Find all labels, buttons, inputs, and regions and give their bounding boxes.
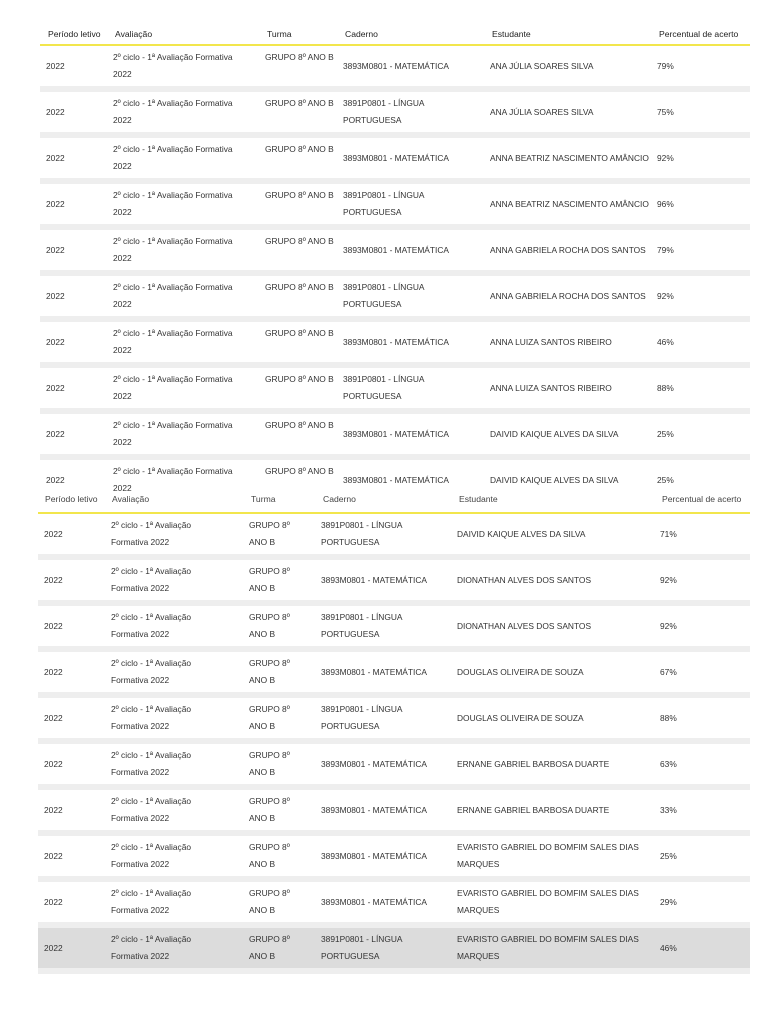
header-periodo[interactable]: Período letivo — [45, 494, 98, 504]
cell-avaliacao: 2º ciclo - 1ª Avaliação Formativa 2022 — [113, 98, 233, 125]
cell-periodo: 2022 — [46, 152, 65, 163]
cell-periodo: 2022 — [46, 382, 65, 393]
table-row[interactable] — [40, 46, 750, 92]
cell-turma: GRUPO 8º ANO B — [249, 658, 290, 685]
cell-estudante: ERNANE GABRIEL BARBOSA DUARTE — [457, 804, 610, 815]
cell-periodo: 2022 — [44, 896, 63, 907]
cell-periodo: 2022 — [44, 620, 63, 631]
cell-periodo: 2022 — [46, 474, 65, 485]
cell-periodo: 2022 — [44, 574, 63, 585]
cell-caderno: 3893M0801 - MATEMÁTICA — [321, 666, 427, 677]
cell-avaliacao: 2º ciclo - 1ª Avaliação Formativa 2022 — [111, 842, 192, 869]
cell-turma: GRUPO 8º ANO B — [265, 282, 334, 292]
cell-turma: GRUPO 8º ANO B — [249, 934, 290, 961]
cell-percentual: 46% — [660, 942, 677, 953]
cell-caderno: 3893M0801 - MATEMÁTICA — [321, 574, 427, 585]
cell-avaliacao: 2º ciclo - 1ª Avaliação Formativa 2022 — [113, 420, 233, 447]
table-row[interactable] — [40, 138, 750, 184]
table-row[interactable] — [38, 514, 750, 560]
header-caderno[interactable]: Caderno — [345, 29, 378, 39]
cell-estudante: ANNA GABRIELA ROCHA DOS SANTOS — [490, 244, 646, 255]
cell-caderno: 3893M0801 - MATEMÁTICA — [343, 152, 449, 163]
header-avaliacao[interactable]: Avaliação — [112, 494, 150, 504]
cell-percentual: 75% — [657, 106, 674, 117]
cell-periodo: 2022 — [44, 804, 63, 815]
table-row[interactable] — [38, 606, 750, 652]
cell-periodo: 2022 — [44, 666, 63, 677]
cell-estudante: EVARISTO GABRIEL DO BOMFIM SALES DIAS MARQUES — [457, 842, 639, 869]
cell-estudante: ANNA BEATRIZ NASCIMENTO AMÂNCIO — [490, 198, 649, 209]
cell-avaliacao: 2º ciclo - 1ª Avaliação Formativa 2022 — [111, 796, 192, 823]
table-row[interactable] — [38, 560, 750, 606]
cell-estudante: ANNA BEATRIZ NASCIMENTO AMÂNCIO — [490, 152, 649, 163]
cell-estudante: ANA JÚLIA SOARES SILVA — [490, 60, 594, 71]
cell-avaliacao: 2º ciclo - 1ª Avaliação Formativa 2022 — [113, 282, 233, 309]
cell-percentual: 25% — [657, 428, 674, 439]
table-row[interactable] — [40, 322, 750, 368]
cell-percentual: 63% — [660, 758, 677, 769]
cell-caderno: 3891P0801 - LÍNGUA PORTUGUESA — [321, 934, 403, 961]
cell-percentual: 25% — [657, 474, 674, 485]
cell-turma: GRUPO 8º ANO B — [265, 190, 334, 200]
cell-turma: GRUPO 8º ANO B — [265, 374, 334, 384]
cell-periodo: 2022 — [44, 528, 63, 539]
cell-percentual: 88% — [660, 712, 677, 723]
cell-turma: GRUPO 8º ANO B — [265, 420, 334, 430]
cell-turma: GRUPO 8º ANO B — [249, 566, 290, 593]
cell-caderno: 3893M0801 - MATEMÁTICA — [321, 896, 427, 907]
cell-avaliacao: 2º ciclo - 1ª Avaliação Formativa 2022 — [113, 190, 233, 217]
cell-percentual: 96% — [657, 198, 674, 209]
cell-turma: GRUPO 8º ANO B — [249, 842, 290, 869]
cell-turma: GRUPO 8º ANO B — [265, 52, 334, 62]
cell-estudante: ANNA LUIZA SANTOS RIBEIRO — [490, 382, 612, 393]
header-percentual[interactable]: Percentual de acerto — [662, 494, 742, 504]
cell-estudante: ANA JÚLIA SOARES SILVA — [490, 106, 594, 117]
cell-estudante: DIONATHAN ALVES DOS SANTOS — [457, 574, 592, 585]
header-turma[interactable]: Turma — [251, 494, 276, 504]
cell-estudante: ANNA LUIZA SANTOS RIBEIRO — [490, 336, 612, 347]
header-periodo[interactable]: Período letivo — [48, 29, 101, 39]
cell-avaliacao: 2º ciclo - 1ª Avaliação Formativa 2022 — [111, 750, 192, 777]
header-avaliacao[interactable]: Avaliação — [115, 29, 153, 39]
cell-estudante: DAIVID KAIQUE ALVES DA SILVA — [490, 474, 619, 485]
cell-percentual: 29% — [660, 896, 677, 907]
table-row[interactable] — [38, 652, 750, 698]
cell-periodo: 2022 — [46, 244, 65, 255]
table-header — [38, 494, 750, 514]
cell-percentual: 92% — [660, 620, 677, 631]
cell-periodo: 2022 — [46, 106, 65, 117]
cell-periodo: 2022 — [46, 290, 65, 301]
table-row[interactable] — [40, 414, 750, 460]
cell-turma: GRUPO 8º ANO B — [265, 144, 334, 154]
cell-estudante: EVARISTO GABRIEL DO BOMFIM SALES DIAS MARQUES — [457, 888, 639, 915]
table-body — [38, 514, 750, 974]
cell-percentual: 79% — [657, 60, 674, 71]
cell-estudante: EVARISTO GABRIEL DO BOMFIM SALES DIAS MARQUES — [457, 934, 639, 961]
cell-avaliacao: 2º ciclo - 1ª Avaliação Formativa 2022 — [113, 466, 233, 493]
cell-periodo: 2022 — [46, 198, 65, 209]
cell-percentual: 92% — [660, 574, 677, 585]
table-row[interactable] — [38, 882, 750, 928]
table-row[interactable] — [40, 368, 750, 414]
cell-turma: GRUPO 8º ANO B — [249, 750, 290, 777]
cell-periodo: 2022 — [44, 758, 63, 769]
cell-caderno: 3893M0801 - MATEMÁTICA — [343, 428, 449, 439]
cell-caderno: 3893M0801 - MATEMÁTICA — [343, 60, 449, 71]
cell-percentual: 92% — [657, 152, 674, 163]
cell-periodo: 2022 — [44, 850, 63, 861]
cell-caderno: 3891P0801 - LÍNGUA PORTUGUESA — [321, 520, 403, 547]
cell-estudante: DIONATHAN ALVES DOS SANTOS — [457, 620, 592, 631]
table-row[interactable] — [40, 92, 750, 138]
cell-estudante: DAIVID KAIQUE ALVES DA SILVA — [490, 428, 619, 439]
header-caderno[interactable]: Caderno — [323, 494, 356, 504]
cell-caderno: 3893M0801 - MATEMÁTICA — [321, 804, 427, 815]
table-row[interactable] — [38, 836, 750, 882]
cell-turma: GRUPO 8º ANO B — [249, 796, 290, 823]
cell-periodo: 2022 — [46, 336, 65, 347]
header-percentual[interactable]: Percentual de acerto — [659, 29, 739, 39]
table-row[interactable] — [38, 744, 750, 790]
cell-avaliacao: 2º ciclo - 1ª Avaliação Formativa 2022 — [113, 374, 233, 401]
header-estudante[interactable]: Estudante — [459, 494, 498, 504]
cell-avaliacao: 2º ciclo - 1ª Avaliação Formativa 2022 — [113, 236, 233, 263]
cell-percentual: 71% — [660, 528, 677, 539]
cell-turma: GRUPO 8º ANO B — [265, 466, 334, 476]
cell-avaliacao: 2º ciclo - 1ª Avaliação Formativa 2022 — [113, 328, 233, 355]
cell-percentual: 67% — [660, 666, 677, 677]
cell-periodo: 2022 — [44, 942, 63, 953]
table-row[interactable] — [38, 928, 750, 974]
table-row[interactable] — [40, 184, 750, 230]
cell-caderno: 3893M0801 - MATEMÁTICA — [343, 474, 449, 485]
table-row[interactable] — [38, 698, 750, 744]
cell-caderno: 3891P0801 - LÍNGUA PORTUGUESA — [321, 612, 403, 639]
cell-caderno: 3893M0801 - MATEMÁTICA — [321, 758, 427, 769]
cell-turma: GRUPO 8º ANO B — [249, 612, 290, 639]
cell-percentual: 46% — [657, 336, 674, 347]
cell-turma: GRUPO 8º ANO B — [265, 328, 334, 338]
results-table-1 — [40, 24, 750, 506]
header-estudante[interactable]: Estudante — [492, 29, 531, 39]
table-body — [40, 46, 750, 506]
cell-avaliacao: 2º ciclo - 1ª Avaliação Formativa 2022 — [111, 612, 192, 639]
table-row[interactable] — [40, 230, 750, 276]
cell-turma: GRUPO 8º ANO B — [249, 704, 290, 731]
cell-avaliacao: 2º ciclo - 1ª Avaliação Formativa 2022 — [111, 888, 192, 915]
cell-estudante: ANNA GABRIELA ROCHA DOS SANTOS — [490, 290, 646, 301]
cell-turma: GRUPO 8º ANO B — [249, 888, 290, 915]
results-table-2 — [38, 494, 750, 974]
cell-caderno: 3893M0801 - MATEMÁTICA — [343, 244, 449, 255]
cell-turma: GRUPO 8º ANO B — [265, 236, 334, 246]
cell-caderno: 3891P0801 - LÍNGUA PORTUGUESA — [343, 98, 425, 125]
cell-caderno: 3891P0801 - LÍNGUA PORTUGUESA — [343, 282, 425, 309]
cell-avaliacao: 2º ciclo - 1ª Avaliação Formativa 2022 — [113, 52, 233, 79]
cell-caderno: 3893M0801 - MATEMÁTICA — [343, 336, 449, 347]
cell-percentual: 33% — [660, 804, 677, 815]
cell-avaliacao: 2º ciclo - 1ª Avaliação Formativa 2022 — [111, 658, 192, 685]
cell-periodo: 2022 — [46, 60, 65, 71]
header-turma[interactable]: Turma — [267, 29, 292, 39]
cell-estudante: DOUGLAS OLIVEIRA DE SOUZA — [457, 712, 584, 723]
cell-periodo: 2022 — [46, 428, 65, 439]
cell-caderno: 3893M0801 - MATEMÁTICA — [321, 850, 427, 861]
cell-avaliacao: 2º ciclo - 1ª Avaliação Formativa 2022 — [111, 934, 192, 961]
cell-percentual: 79% — [657, 244, 674, 255]
table-row[interactable] — [38, 790, 750, 836]
cell-estudante: ERNANE GABRIEL BARBOSA DUARTE — [457, 758, 610, 769]
cell-caderno: 3891P0801 - LÍNGUA PORTUGUESA — [321, 704, 403, 731]
cell-avaliacao: 2º ciclo - 1ª Avaliação Formativa 2022 — [111, 566, 192, 593]
cell-turma: GRUPO 8º ANO B — [265, 98, 334, 108]
cell-estudante: DAIVID KAIQUE ALVES DA SILVA — [457, 528, 586, 539]
cell-turma: GRUPO 8º ANO B — [249, 520, 290, 547]
cell-periodo: 2022 — [44, 712, 63, 723]
cell-caderno: 3891P0801 - LÍNGUA PORTUGUESA — [343, 374, 425, 401]
cell-estudante: DOUGLAS OLIVEIRA DE SOUZA — [457, 666, 584, 677]
cell-percentual: 25% — [660, 850, 677, 861]
cell-percentual: 92% — [657, 290, 674, 301]
cell-avaliacao: 2º ciclo - 1ª Avaliação Formativa 2022 — [113, 144, 233, 171]
table-row[interactable] — [40, 276, 750, 322]
cell-caderno: 3891P0801 - LÍNGUA PORTUGUESA — [343, 190, 425, 217]
cell-avaliacao: 2º ciclo - 1ª Avaliação Formativa 2022 — [111, 520, 192, 547]
cell-percentual: 88% — [657, 382, 674, 393]
cell-avaliacao: 2º ciclo - 1ª Avaliação Formativa 2022 — [111, 704, 192, 731]
table-header — [40, 24, 750, 46]
